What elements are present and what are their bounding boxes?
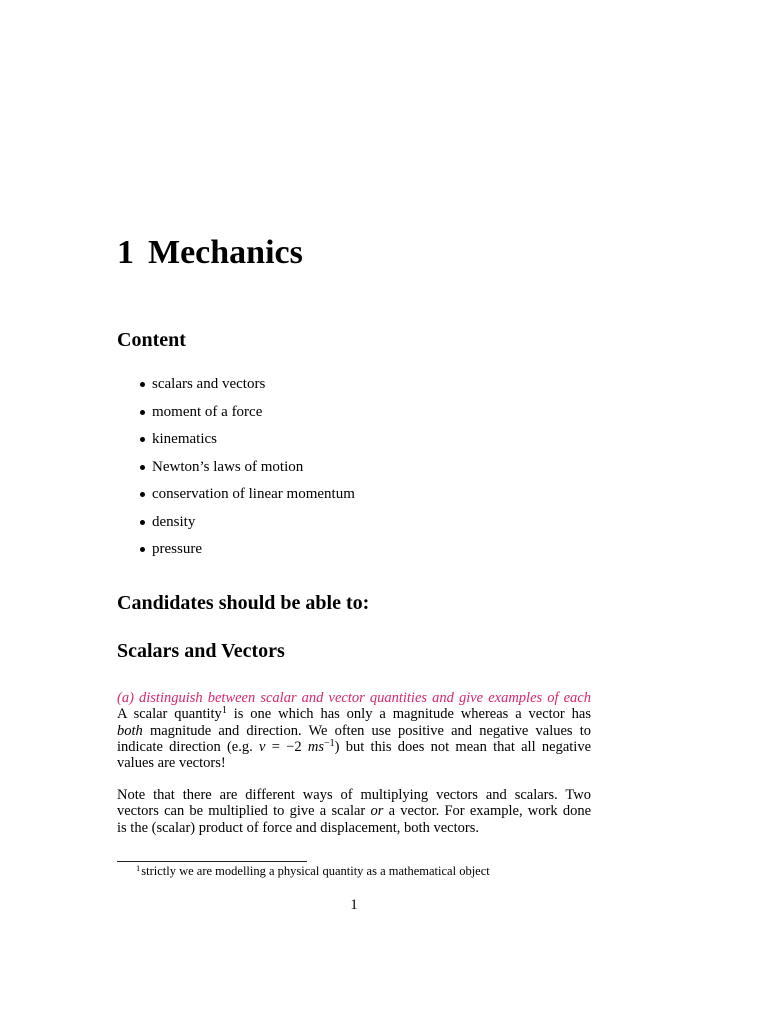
footnote-mark: 1 bbox=[136, 863, 141, 873]
math-unit: ms bbox=[307, 738, 325, 755]
candidates-heading: Candidates should be able to: bbox=[117, 592, 370, 614]
text-segment: ) but this does not mean that all negative bbox=[334, 738, 591, 755]
bullet-icon bbox=[140, 382, 145, 387]
list-item-label: conservation of linear momentum bbox=[152, 486, 355, 502]
paragraph-2-line-2 bbox=[117, 803, 591, 819]
text-segment: vectors can be multiplied to give a scalar bbox=[117, 803, 371, 820]
page-number: 1 bbox=[350, 897, 358, 913]
bullet-icon bbox=[140, 547, 145, 552]
list-item bbox=[117, 371, 591, 399]
paragraph-1-line-4: values are vectors! bbox=[117, 755, 226, 772]
section-body bbox=[117, 690, 591, 771]
paragraph-2-line-3: is the (scalar) product of force and displacement, both vectors. bbox=[117, 819, 479, 836]
text-segment: is one which has only a magnitude whereas a vector has bbox=[226, 706, 591, 723]
chapter-title bbox=[117, 233, 303, 273]
list-item bbox=[117, 481, 591, 509]
list-item bbox=[117, 399, 591, 427]
list-item-label: kinematics bbox=[152, 431, 217, 447]
chapter-name: Mechanics bbox=[148, 234, 303, 271]
list-item-label: pressure bbox=[152, 541, 202, 557]
list-item bbox=[117, 536, 591, 564]
list-item-label: Newton’s laws of motion bbox=[152, 458, 304, 475]
content-heading: Content bbox=[117, 329, 186, 351]
bullet-icon bbox=[140, 492, 145, 497]
bullet-icon bbox=[140, 410, 145, 415]
list-item bbox=[117, 426, 591, 454]
section-heading: Scalars and Vectors bbox=[117, 640, 285, 662]
paragraph-1-line-1 bbox=[117, 706, 591, 722]
footnote-reference: 1 bbox=[221, 705, 227, 717]
list-item-label: density bbox=[152, 513, 196, 530]
text-segment: indicate direction (e.g. bbox=[117, 738, 260, 755]
footnote-text: strictly we are modelling a physical quantity as a mathematical object bbox=[141, 864, 490, 878]
paragraph-1-line-2 bbox=[117, 723, 591, 739]
list-item-label: scalars and vectors bbox=[152, 376, 266, 392]
emphasis-text: or bbox=[370, 803, 384, 820]
list-item-label: moment of a force bbox=[152, 403, 263, 420]
footnote bbox=[136, 864, 490, 878]
list-item bbox=[117, 509, 591, 537]
paragraph-2-line-1: Note that there are different ways of multiplying vectors and scalars. Two bbox=[117, 787, 591, 803]
text-segment: a vector. For example, work done bbox=[383, 803, 591, 820]
footnote-rule bbox=[117, 861, 307, 862]
math-variable: v bbox=[259, 738, 266, 755]
bullet-icon bbox=[140, 465, 145, 470]
chapter-number: 1 bbox=[117, 234, 134, 271]
list-item bbox=[117, 454, 591, 482]
objective-a: (a) distinguish between scalar and vector quantities and give examples of each bbox=[117, 690, 591, 706]
emphasis-text: both bbox=[117, 722, 143, 739]
text-segment: A scalar quantity bbox=[117, 706, 222, 723]
math-equals-value: = −2 bbox=[265, 738, 308, 755]
paragraph-1-line-3 bbox=[117, 739, 591, 755]
bullet-icon bbox=[140, 520, 145, 525]
bullet-icon bbox=[140, 437, 145, 442]
text-segment: magnitude and direction. We often use positive and negative values to bbox=[142, 722, 591, 739]
math-exponent: −1 bbox=[324, 737, 335, 749]
paragraph-2 bbox=[117, 787, 591, 836]
content-list bbox=[117, 371, 591, 564]
